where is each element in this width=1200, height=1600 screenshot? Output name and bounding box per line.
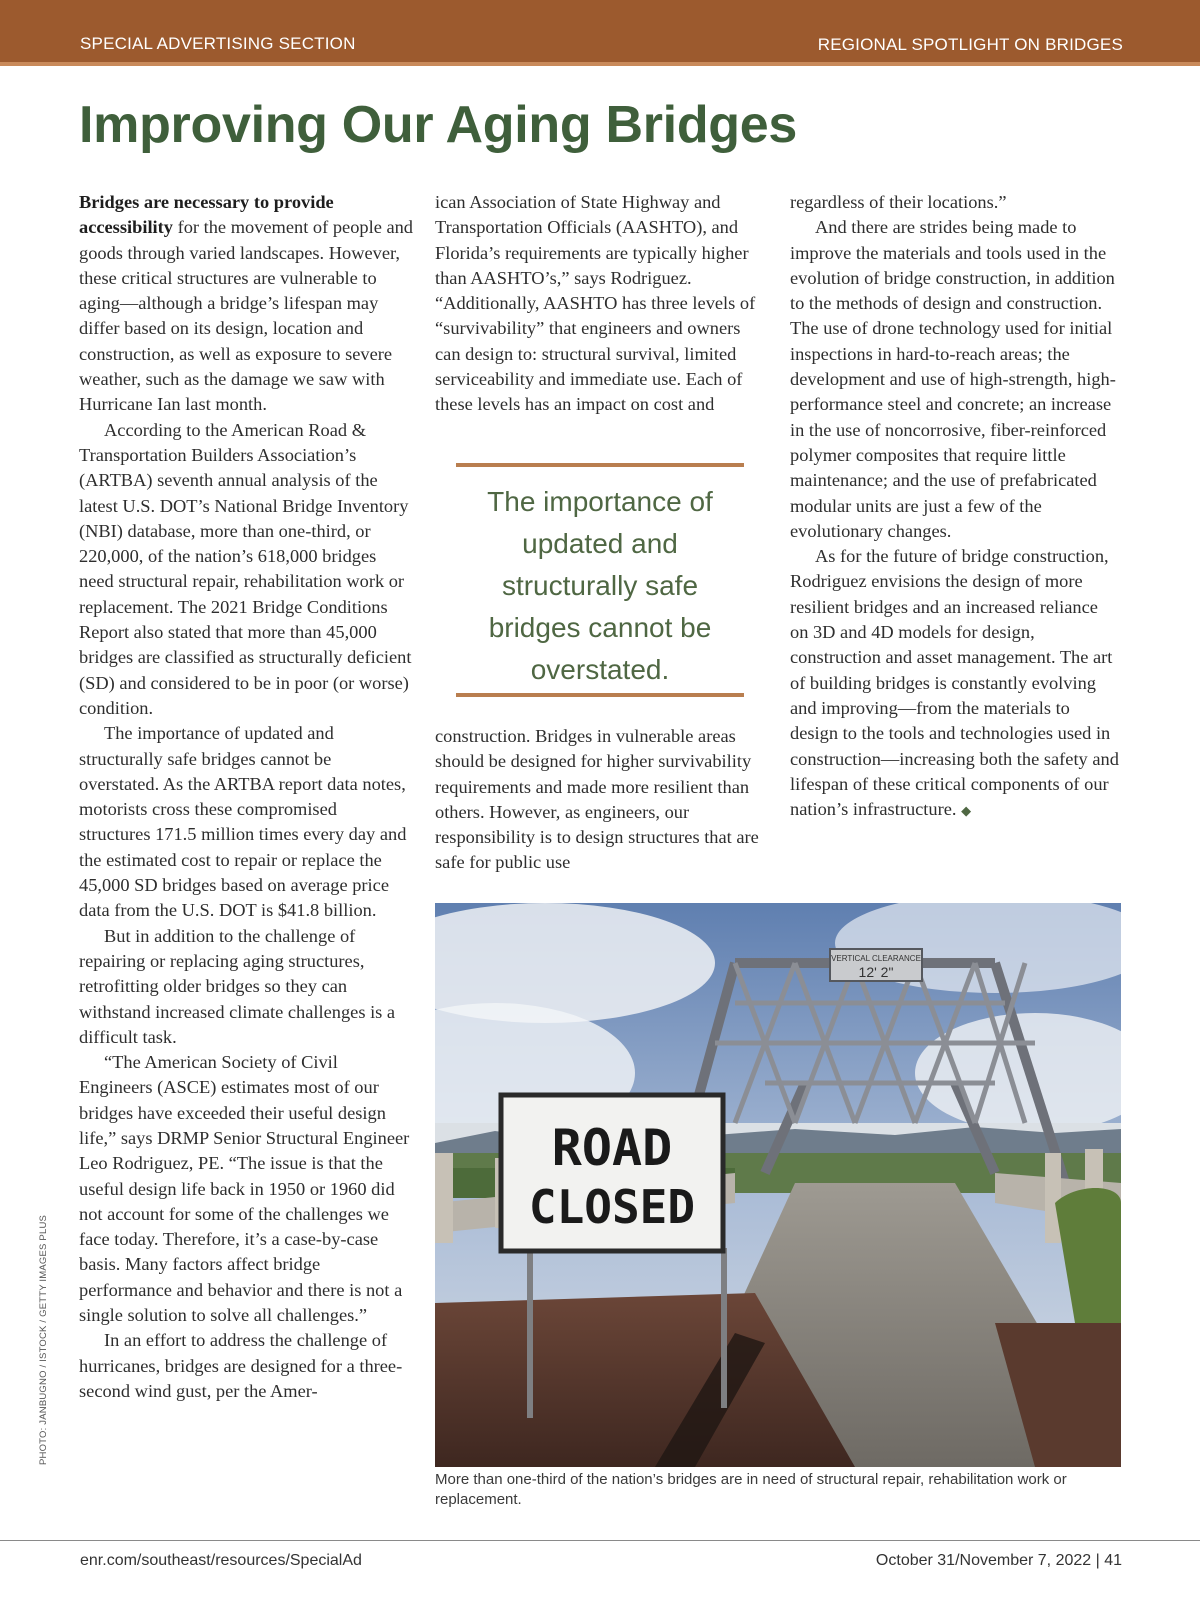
paragraph-7: And there are strides being made to improve the materials and tools used in the evolution of bridge construction, in addition to the methods of design and construction. The use of drone technology used for initial inspections in hard-to-reach areas; the development and use of high-strength, high-performance steel and concrete; an increase in the use of noncorrosive, fiber-reinforced polymer composites that require little maintenance; and the use of prefabricated modular units are just a few of the evolutionary changes.: [790, 217, 1116, 541]
footer-date-page: October 31/November 7, 2022 | 41: [875, 1552, 1122, 1569]
clearance-value: 12' 2": [858, 964, 894, 980]
lead-paragraph: [79, 190, 413, 418]
article-column-2-bottom: [435, 724, 770, 876]
section-label: SPECIAL ADVERTISING SECTION: [80, 34, 356, 53]
paragraph-6-start: In an effort to address the challenge of hurricanes, bridges are designed for a three-second wind gust, per the Amer-: [79, 1330, 403, 1401]
paragraph-5: “The American Society of Civil Engineers (ASCE) estimates most of our bridges have exceeded their useful design life,” says DRMP Senior Structural Engineer Leo Rodriguez, PE. “The issue is that the useful design life back in 1950 or 1960 did not account for some of the challenges we face today. Therefore, it’s a case-by-case basis. Many factors affect bridge performance and behavior and there is not a single solution to solve all challenges.”: [79, 1052, 410, 1326]
photo-caption: More than one-third of the nation’s bridges are in need of structural repair, rehabilitation work or replacement.: [435, 1471, 1067, 1508]
paragraph-6-tail: regardless of their locations.”: [790, 192, 1007, 212]
pull-quote-text: The importance of updated and structurally safe bridges cannot be overstated.: [487, 486, 713, 685]
lead-text: for the movement of people and goods through varied landscapes. However, these critical structures are vulnerable to aging—although a bridge’s lifespan may differ based on its design, location and construction, as well as exposure to severe weather, such as the damage we saw with Hurricane Ian last month.: [79, 217, 414, 415]
photo-credit: PHOTO: JANBUGNO / ISTOCK / GETTY IMAGES PLUS: [38, 1214, 49, 1465]
footer-divider: [0, 1540, 1200, 1541]
paragraph-6-continued: ican Association of State Highway and Transportation Officials (AASHTO), and Florida’s requirements are typically higher than AASHTO’s,” says Rodriguez. “Additionally, AASHTO has three levels of “survivability” that engineers and owners can design to: structural survival, limited serviceability and immediate use. Each of these levels has an impact on cost and: [435, 192, 756, 415]
spotlight-label: REGIONAL SPOTLIGHT ON BRIDGES: [817, 35, 1123, 54]
road-sign-line-2: CLOSED: [528, 1180, 696, 1234]
paragraph-4: But in addition to the challenge of repairing or replacing aging structures, retrofitting older bridges so they can withstand increased climate challenges is a difficult task.: [79, 925, 396, 1047]
end-mark-icon: ◆: [961, 803, 972, 819]
bridge-photo: [435, 903, 1121, 1467]
pull-quote: [456, 463, 744, 697]
lead-bold-text: Bridges are necessary to provide accessibility: [79, 192, 334, 238]
paragraph-3: The importance of updated and structurally safe bridges cannot be overstated. As the ARTBA report data notes, motorists cross these compromised structures 171.5 million times every day and the estimated cost to repair or replace the 45,000 SD bridges based on average price data from the U.S. DOT is $41.8 billion.: [79, 723, 407, 921]
paragraph-6-end: construction. Bridges in vulnerable areas should be designed for higher survivability requirements and made more resilient than others. However, as engineers, our responsibility is to design structures that are safe for public use: [435, 726, 759, 873]
article-title: Improving Our Aging Bridges: [79, 96, 797, 154]
paragraph-2: According to the American Road & Transportation Builders Association’s (ARTBA) seventh annual analysis of the latest U.S. DOT’s National Bridge Inventory (NBI) database, more than one-third, or 220,000, of the nation’s 618,000 bridges need structural repair, rehabilitation work or replacement. The 2021 Bridge Conditions Report also stated that more than 45,000 bridges are classified as structurally deficient (SD) and considered to be in poor (or worse) condition.: [79, 419, 412, 718]
bridge-photo-illustration: [435, 903, 1121, 1467]
header-bar: [0, 0, 1200, 66]
paragraph-8-text: As for the future of bridge construction, Rodriguez envisions the design of more resilient bridges and an increased reliance on 3D and 4D models for design, construction and asset management. The art of building bridges is constantly evolving and improving—from the materials to design to the tools and technologies used in construction—increasing both the safety and lifespan of these critical components of our nation’s infrastructure.: [790, 546, 1119, 820]
article-column-3: [790, 190, 1120, 823]
footer-url: enr.com/southeast/resources/SpecialAd: [80, 1552, 362, 1569]
road-sign-line-1: ROAD: [551, 1119, 673, 1177]
clearance-label: VERTICAL CLEARANCE: [831, 954, 921, 963]
article-column-2-top: [435, 190, 770, 418]
paragraph-8: [790, 544, 1120, 823]
article-column-1: [79, 190, 413, 1404]
